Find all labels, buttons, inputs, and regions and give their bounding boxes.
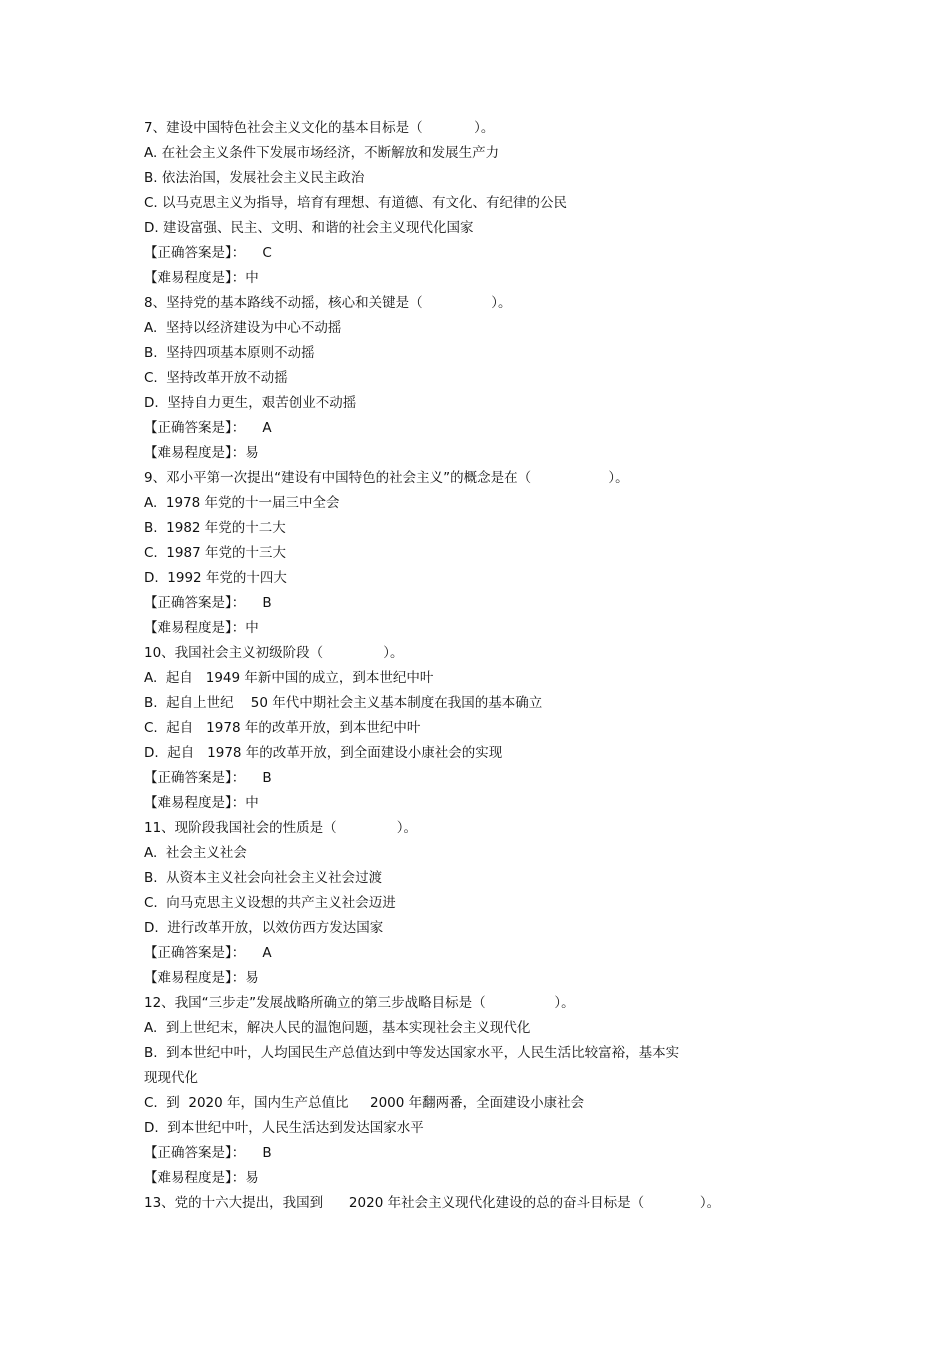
- option-b-continued: 现现代化: [144, 1070, 198, 1086]
- option-d: D. 起自 1978 年的改革开放，到全面建设小康社会的实现: [144, 745, 503, 761]
- option-c: C. 起自 1978 年的改革开放，到本世纪中叶: [144, 720, 421, 736]
- difficulty: 【难易程度是】：易: [144, 1170, 259, 1186]
- option-c: C. 1987 年党的十三大: [144, 545, 286, 561]
- option-a: A. 在社会主义条件下发展市场经济，不断解放和发展生产力: [144, 145, 500, 161]
- difficulty: 【难易程度是】：易: [144, 970, 259, 986]
- option-b: B. 依法治国，发展社会主义民主政治: [144, 170, 365, 186]
- question-7: 7、建设中国特色社会主义文化的基本目标是（ ）。: [144, 120, 495, 136]
- question-10: 10、我国社会主义初级阶段（ ）。: [144, 645, 404, 661]
- difficulty: 【难易程度是】：易: [144, 445, 259, 461]
- option-d: D. 建设富强、民主、文明、和谐的社会主义现代化国家: [144, 220, 474, 236]
- option-b: B. 坚持四项基本原则不动摇: [144, 345, 315, 361]
- option-a: A. 到上世纪末，解决人民的温饱问题，基本实现社会主义现代化: [144, 1020, 531, 1036]
- option-a: A. 起自 1949 年新中国的成立，到本世纪中叶: [144, 670, 434, 686]
- option-b: B. 从资本主义社会向社会主义社会过渡: [144, 870, 383, 886]
- correct-answer: 【正确答案是】： B: [144, 1145, 272, 1161]
- question-9: 9、邓小平第一次提出“建设有中国特色的社会主义”的概念是在（ ）。: [144, 470, 629, 486]
- option-b: B. 1982 年党的十二大: [144, 520, 286, 536]
- correct-answer: 【正确答案是】： B: [144, 595, 272, 611]
- option-d: D. 坚持自力更生，艰苦创业不动摇: [144, 395, 357, 411]
- correct-answer: 【正确答案是】： B: [144, 770, 272, 786]
- option-c: C. 向马克思主义设想的共产主义社会迈进: [144, 895, 396, 911]
- question-8: 8、坚持党的基本路线不动摇，核心和关键是（ ）。: [144, 295, 512, 311]
- option-c: C. 以马克思主义为指导，培育有理想、有道德、有文化、有纪律的公民: [144, 195, 568, 211]
- option-d: D. 进行改革开放，以效仿西方发达国家: [144, 920, 384, 936]
- option-b: B. 起自上世纪 50 年代中期社会主义基本制度在我国的基本确立: [144, 695, 543, 711]
- option-c: C. 坚持改革开放不动摇: [144, 370, 288, 386]
- option-a: A. 社会主义社会: [144, 845, 247, 861]
- option-a: A. 坚持以经济建设为中心不动摇: [144, 320, 342, 336]
- option-d: D. 到本世纪中叶，人民生活达到发达国家水平: [144, 1120, 424, 1136]
- difficulty: 【难易程度是】：中: [144, 270, 259, 286]
- difficulty: 【难易程度是】：中: [144, 795, 259, 811]
- question-13: 13、党的十六大提出，我国到 2020 年社会主义现代化建设的总的奋斗目标是（ ）。: [144, 1195, 721, 1211]
- option-a: A. 1978 年党的十一届三中全会: [144, 495, 340, 511]
- correct-answer: 【正确答案是】： C: [144, 245, 272, 261]
- option-b: B. 到本世纪中叶，人均国民生产总值达到中等发达国家水平，人民生活比较富裕，基本实: [144, 1045, 680, 1061]
- correct-answer: 【正确答案是】： A: [144, 420, 272, 436]
- question-12: 12、我国“三步走”发展战略所确立的第三步战略目标是（ ）。: [144, 995, 575, 1011]
- difficulty: 【难易程度是】：中: [144, 620, 259, 636]
- option-d: D. 1992 年党的十四大: [144, 570, 287, 586]
- option-c: C. 到 2020 年，国内生产总值比 2000 年翻两番，全面建设小康社会: [144, 1095, 585, 1111]
- question-11: 11、现阶段我国社会的性质是（ ）。: [144, 820, 418, 836]
- correct-answer: 【正确答案是】： A: [144, 945, 272, 961]
- question-list: [144, 116, 844, 1216]
